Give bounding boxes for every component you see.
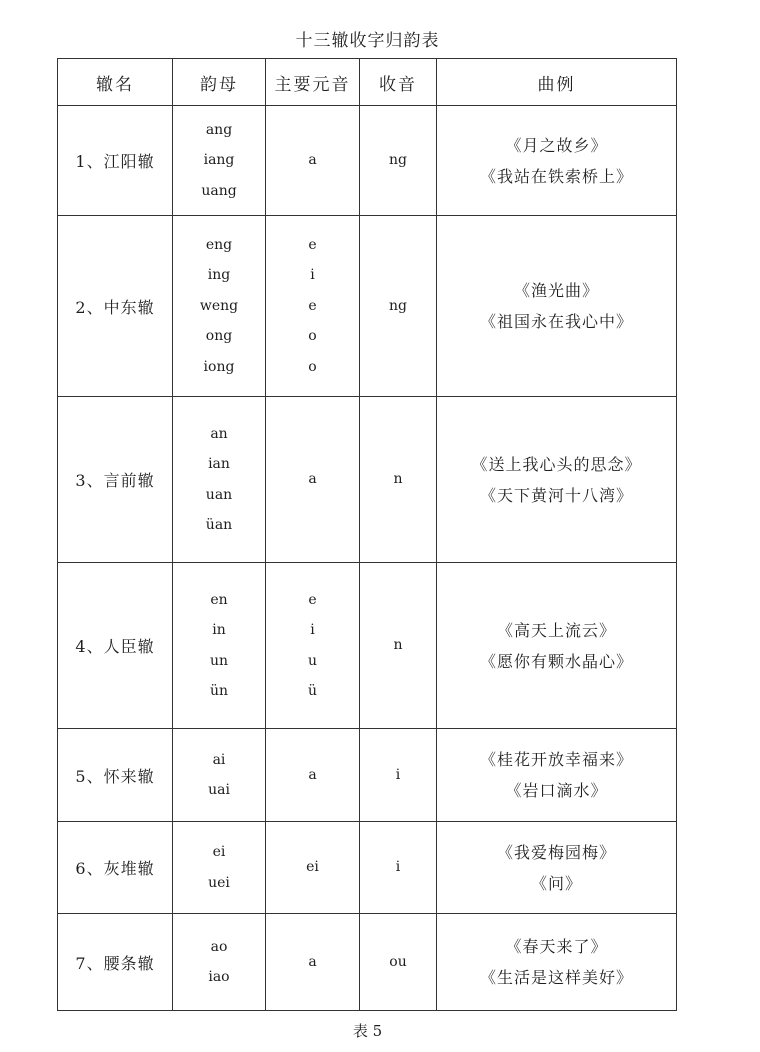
header-song-examples: 曲例: [437, 59, 677, 106]
table-row: [58, 729, 677, 822]
rhyme-table: [57, 58, 677, 1011]
song-title: 《桂花开放幸福来》: [479, 750, 633, 769]
final-item: iang: [203, 152, 235, 169]
coda-cell: n: [360, 563, 437, 729]
table-row: [58, 397, 677, 563]
final-item: ao: [210, 938, 228, 955]
final-item: in: [212, 622, 226, 638]
final-item: an: [210, 425, 228, 442]
final-item: ong: [205, 328, 233, 345]
song-examples-cell: [437, 216, 677, 397]
coda-cell: i: [360, 729, 437, 822]
main-vowel-cell: [266, 397, 360, 563]
rhyme-name: 5、怀来辙: [58, 729, 173, 822]
header-row: [58, 59, 677, 106]
song-title: 《天下黄河十八湾》: [479, 485, 633, 505]
rhyme-name: 3、言前辙: [58, 397, 173, 563]
main-vowel-cell: [266, 563, 360, 729]
vowel-item: o: [308, 358, 317, 375]
song-title: 《愿你有颗水晶心》: [479, 651, 633, 671]
vowel-item: a: [308, 471, 317, 488]
final-item: üan: [205, 517, 233, 533]
song-examples-cell: [437, 914, 677, 1011]
final-item: iong: [203, 358, 235, 375]
header-finals: 韵母: [173, 59, 266, 106]
vowel-item: a: [308, 152, 317, 169]
coda-cell: ou: [360, 914, 437, 1011]
page-title: 十三辙收字归韵表: [295, 31, 440, 51]
final-item: weng: [199, 297, 239, 314]
main-vowel-cell: [266, 729, 360, 822]
vowel-item: i: [310, 267, 315, 284]
final-item: uang: [201, 182, 237, 199]
finals-cell: [173, 729, 266, 822]
song-title: 《渔光曲》: [513, 281, 599, 300]
finals-cell: [173, 563, 266, 729]
vowel-item: u: [307, 652, 318, 669]
rhyme-name: 2、中东辙: [58, 216, 173, 397]
table-row: [58, 914, 677, 1011]
main-vowel-cell: [266, 106, 360, 216]
rhyme-name: 1、江阳辙: [58, 106, 173, 216]
final-item: un: [209, 652, 229, 669]
rhyme-name: 4、人臣辙: [58, 563, 173, 729]
song-examples-cell: [437, 106, 677, 216]
final-item: uan: [205, 486, 233, 503]
vowel-item: o: [308, 328, 317, 345]
final-item: ian: [208, 456, 230, 472]
vowel-item: e: [308, 591, 317, 608]
main-vowel-cell: [266, 216, 360, 397]
coda-cell: ng: [360, 106, 437, 216]
song-examples-cell: [437, 729, 677, 822]
table-row: [58, 563, 677, 729]
vowel-item: i: [310, 622, 315, 638]
finals-cell: [173, 822, 266, 914]
song-title: 《生活是这样美好》: [479, 968, 633, 987]
song-title: 《送上我心头的思念》: [471, 454, 642, 474]
final-item: ei: [212, 844, 226, 860]
table-caption: 表 5: [352, 1022, 383, 1040]
finals-cell: [173, 106, 266, 216]
final-item: en: [210, 591, 228, 608]
song-title: 《月之故乡》: [505, 135, 608, 155]
song-title: 《高天上流云》: [496, 620, 616, 640]
finals-cell: [173, 914, 266, 1011]
final-item: iao: [208, 969, 230, 985]
final-item: ün: [209, 683, 229, 699]
final-item: ai: [212, 751, 226, 768]
header-main-vowel: 主要元音: [266, 59, 360, 106]
song-title: 《春天来了》: [505, 937, 608, 956]
coda-cell: n: [360, 397, 437, 563]
song-examples-cell: [437, 822, 677, 914]
final-item: ang: [205, 121, 233, 138]
main-vowel-cell: [266, 914, 360, 1011]
finals-cell: [173, 216, 266, 397]
song-title: 《我爱梅园梅》: [496, 842, 616, 862]
song-title: 《问》: [530, 873, 582, 893]
final-item: uai: [208, 782, 230, 798]
final-item: eng: [205, 236, 233, 253]
vowel-item: ei: [306, 859, 319, 876]
final-item: ing: [207, 267, 231, 284]
coda-cell: ng: [360, 216, 437, 397]
vowel-item: ü: [307, 683, 318, 699]
song-examples-cell: [437, 397, 677, 563]
rhyme-name: 6、灰堆辙: [58, 822, 173, 914]
song-examples-cell: [437, 563, 677, 729]
main-vowel-cell: [266, 822, 360, 914]
final-item: uei: [208, 874, 230, 891]
rhyme-name: 7、腰条辙: [58, 914, 173, 1011]
header-coda: 收音: [360, 59, 437, 106]
song-title: 《我站在铁索桥上》: [479, 166, 633, 186]
vowel-item: e: [308, 236, 317, 253]
header-rhyme-name: 辙名: [58, 59, 173, 106]
vowel-item: a: [308, 766, 317, 783]
table-row: [58, 216, 677, 397]
vowel-item: a: [308, 953, 317, 970]
coda-cell: i: [360, 822, 437, 914]
table-row: [58, 822, 677, 914]
finals-cell: [173, 397, 266, 563]
table-row: [58, 106, 677, 216]
vowel-item: e: [308, 297, 317, 314]
song-title: 《祖国永在我心中》: [479, 312, 633, 331]
song-title: 《岩口滴水》: [505, 781, 608, 800]
